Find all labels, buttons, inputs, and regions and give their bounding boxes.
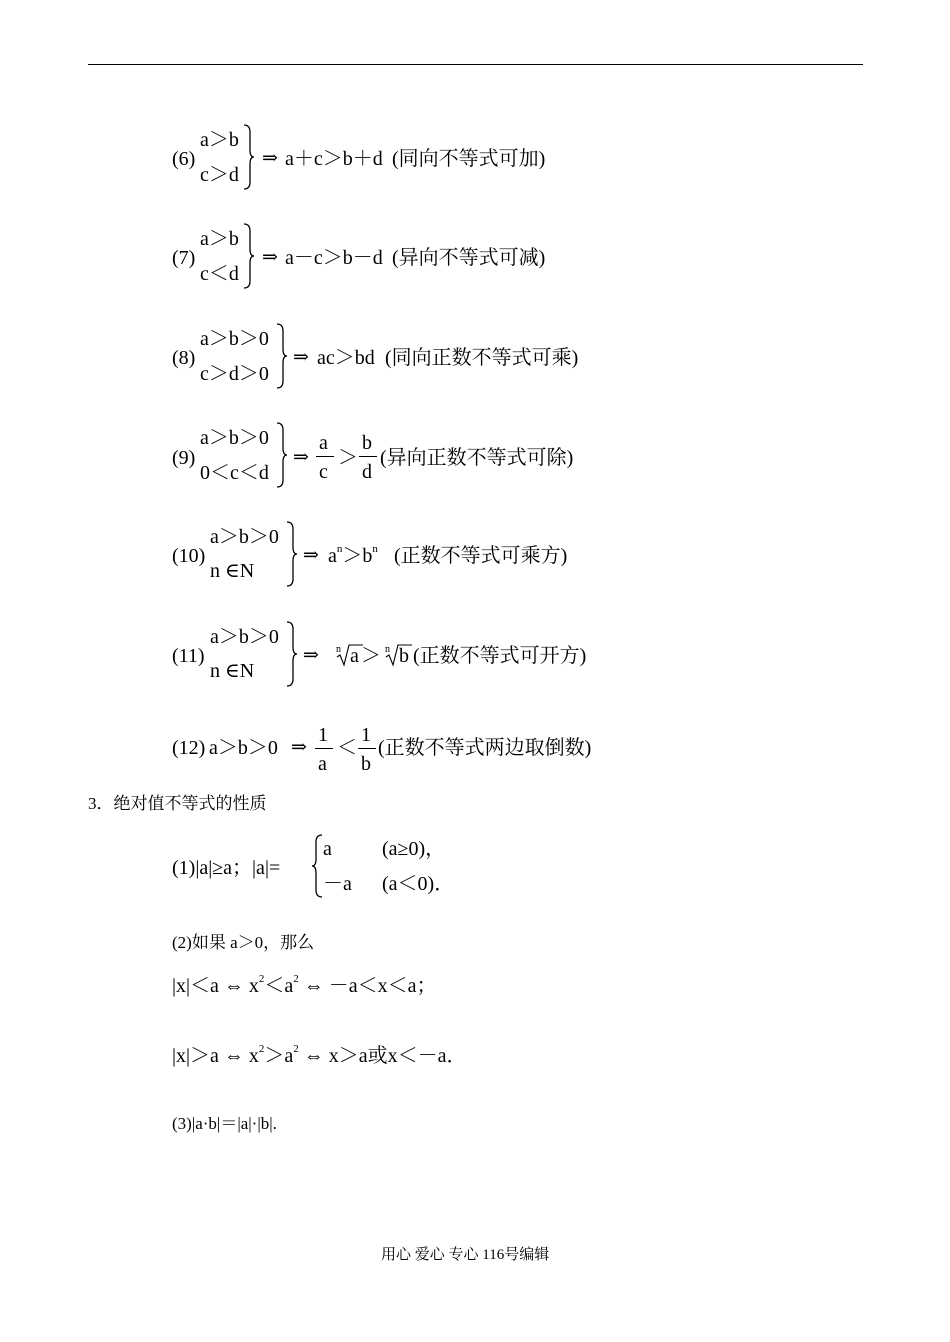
fraction	[315, 723, 333, 775]
denominator: a	[318, 753, 327, 775]
property-lead: (1)|a|≥a；|a|=	[172, 857, 281, 879]
page-footer: 用心 爱心 专心 116号编辑	[381, 1247, 550, 1263]
abs-property-3: (3)|a·b|＝|a|·|b|.	[172, 1114, 277, 1133]
numerator: 1	[361, 724, 371, 746]
fraction	[358, 723, 376, 775]
case-condition: (a＜0)．	[382, 873, 455, 895]
fraction	[359, 431, 377, 483]
rule-number: (9)	[172, 447, 196, 469]
power-expression: $a^n>b^n$	[328, 543, 378, 567]
condition: a＞b＞0	[209, 737, 278, 759]
note: (正数不等式两边取倒数)	[378, 737, 592, 759]
denominator: b	[361, 753, 371, 775]
root-index: n	[336, 644, 341, 655]
condition-top: a＞b＞0	[210, 526, 279, 548]
implies-arrow: ⇒	[293, 447, 309, 468]
note: (正数不等式可开方)	[413, 645, 587, 667]
relation: ＞	[338, 447, 358, 469]
numerator: b	[362, 432, 372, 454]
section-heading: 3．绝对值不等式的性质	[88, 794, 267, 813]
rule-number: (10)	[172, 545, 206, 567]
result: ac＞bd	[317, 347, 375, 369]
implies-arrow: ⇒	[303, 545, 319, 566]
right-brace-icon	[285, 621, 299, 687]
condition-top: a＞b＞0	[200, 427, 269, 449]
denominator: d	[362, 461, 372, 483]
condition-bottom: n ∈N	[210, 660, 255, 682]
rule-number: (12)	[172, 737, 206, 759]
case-condition: (a≥0)，	[382, 838, 446, 860]
condition-top: a＞b＞0	[200, 328, 269, 350]
note: (异向正数不等式可除)	[380, 447, 574, 469]
rule-number: (11)	[172, 645, 205, 667]
rule-number: (6)	[172, 148, 196, 170]
condition-bottom: c＞d	[200, 164, 239, 186]
property-2-lead: (2)如果 a＞0，那么	[172, 933, 315, 952]
right-brace-icon	[242, 223, 256, 289]
case-value: －a	[323, 873, 352, 895]
radicand: b	[399, 645, 409, 667]
condition-bottom: c＞d＞0	[200, 363, 269, 385]
implies-arrow: ⇒	[291, 737, 307, 758]
numerator: 1	[318, 724, 328, 746]
result: a＋c＞b＋d	[285, 148, 383, 170]
left-brace-icon	[310, 834, 324, 898]
implies-arrow: ⇒	[293, 347, 309, 368]
condition-top: a＞b	[200, 228, 239, 250]
denominator: c	[319, 461, 328, 483]
condition-bottom: c＜d	[200, 263, 239, 285]
implies-arrow: ⇒	[262, 247, 278, 268]
right-brace-icon	[275, 323, 289, 389]
condition-top: a＞b＞0	[210, 626, 279, 648]
rule-number: (7)	[172, 247, 196, 269]
right-brace-icon	[242, 124, 256, 190]
fraction	[316, 431, 334, 483]
relation: ＜	[337, 737, 357, 759]
implies-arrow: ⇒	[262, 148, 278, 169]
rule-number: (8)	[172, 347, 196, 369]
result: a－c＞b－d	[285, 247, 383, 269]
note: (异向不等式可减)	[392, 247, 546, 269]
abs-less-than-line: |x|＜a ⇔ $x^2<a^2$ ⇔ －a＜x＜a；	[172, 973, 437, 997]
note: (正数不等式可乘方)	[394, 545, 568, 567]
condition-top: a＞b	[200, 129, 239, 151]
numerator: a	[319, 432, 328, 454]
header-rule	[88, 64, 863, 65]
radicand: a	[350, 645, 359, 667]
abs-greater-than-line: |x|＞a ⇔ $x^2>a^2$ ⇔ x＞a或x＜－a．	[172, 1043, 467, 1067]
condition-bottom: n ∈N	[210, 560, 255, 582]
right-brace-icon	[285, 521, 299, 587]
note: (同向正数不等式可乘)	[385, 347, 579, 369]
note: (同向不等式可加)	[392, 148, 546, 170]
implies-arrow: ⇒	[303, 645, 319, 666]
right-brace-icon	[275, 422, 289, 488]
condition-bottom: 0＜c＜d	[200, 462, 269, 484]
relation: ＞	[361, 645, 381, 667]
root-index: n	[385, 644, 390, 655]
case-value: a	[323, 838, 332, 860]
